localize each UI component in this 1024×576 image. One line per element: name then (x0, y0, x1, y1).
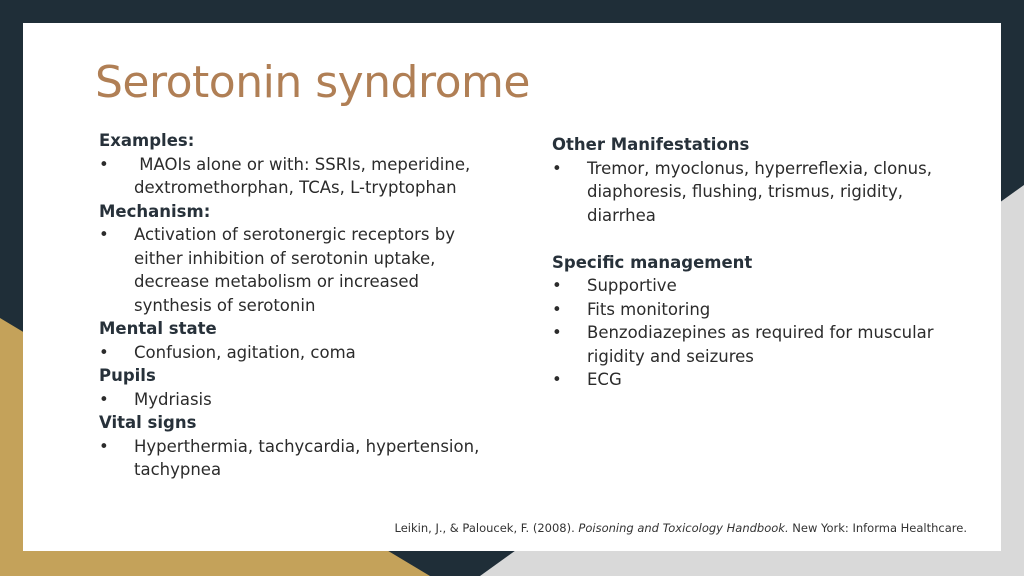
citation-publisher: New York: Informa Healthcare. (788, 521, 967, 535)
management-item (552, 368, 942, 392)
bullet-icon: • (99, 342, 109, 362)
bullet-icon: • (552, 158, 562, 178)
mechanism-item (99, 223, 489, 317)
examples-item (99, 153, 489, 200)
citation (395, 521, 967, 535)
management-item (552, 321, 942, 368)
slide-title: Serotonin syndrome (95, 57, 530, 108)
bullet-icon: • (552, 299, 562, 319)
mental-state-item (99, 341, 489, 365)
vital-signs-heading: Vital signs (99, 413, 197, 432)
specific-management-heading: Specific management (552, 252, 753, 272)
bullet-icon: • (99, 436, 109, 456)
slide (23, 23, 1001, 551)
examples-heading: Examples: (99, 131, 195, 150)
bullet-icon: • (99, 389, 109, 409)
mental-state-heading: Mental state (99, 319, 217, 338)
examples-text: MAOIs alone or with: SSRIs, meperidine, dextromethorphan, TCAs, L-tryptophan (134, 154, 476, 197)
mental-state-text: Confusion, agitation, coma (134, 342, 356, 362)
pupils-item (99, 388, 489, 412)
management-item (552, 298, 942, 322)
pupils-heading: Pupils (99, 366, 156, 385)
management-text: ECG (587, 370, 622, 389)
bullet-icon: • (99, 154, 109, 174)
mechanism-heading: Mechanism: (99, 201, 211, 221)
spacer (552, 227, 942, 251)
vital-signs-text: Hyperthermia, tachycardia, hypertension, tachypnea (134, 436, 480, 479)
bullet-icon: • (552, 370, 562, 389)
citation-book-title: Poisoning and Toxicology Handbook. (578, 521, 789, 535)
citation-authors: Leikin, J., & Paloucek, F. (2008). (394, 521, 579, 535)
vital-signs-item (99, 435, 489, 482)
management-text: Supportive (587, 276, 677, 295)
other-manifestations-text: Tremor, myoclonus, hyperreflexia, clonus, diaphoresis, flushing, trismus, rigidity, diarrhea (587, 158, 932, 225)
left-column (99, 129, 489, 482)
management-text: Benzodiazepines as required for muscular rigidity and seizures (587, 323, 934, 366)
pupils-text: Mydriasis (134, 389, 212, 409)
management-item (552, 274, 942, 298)
right-column (552, 133, 942, 392)
bullet-icon: • (99, 225, 109, 244)
mechanism-text: Activation of serotonergic receptors by either inhibition of serotonin uptake, decrease metabolism or increased synthesis of serotonin (134, 225, 456, 315)
bullet-icon: • (552, 323, 562, 342)
management-text: Fits monitoring (587, 299, 711, 319)
other-manifestations-heading: Other Manifestations (552, 135, 750, 154)
other-manifestations-item (552, 157, 942, 228)
bullet-icon: • (552, 276, 562, 295)
